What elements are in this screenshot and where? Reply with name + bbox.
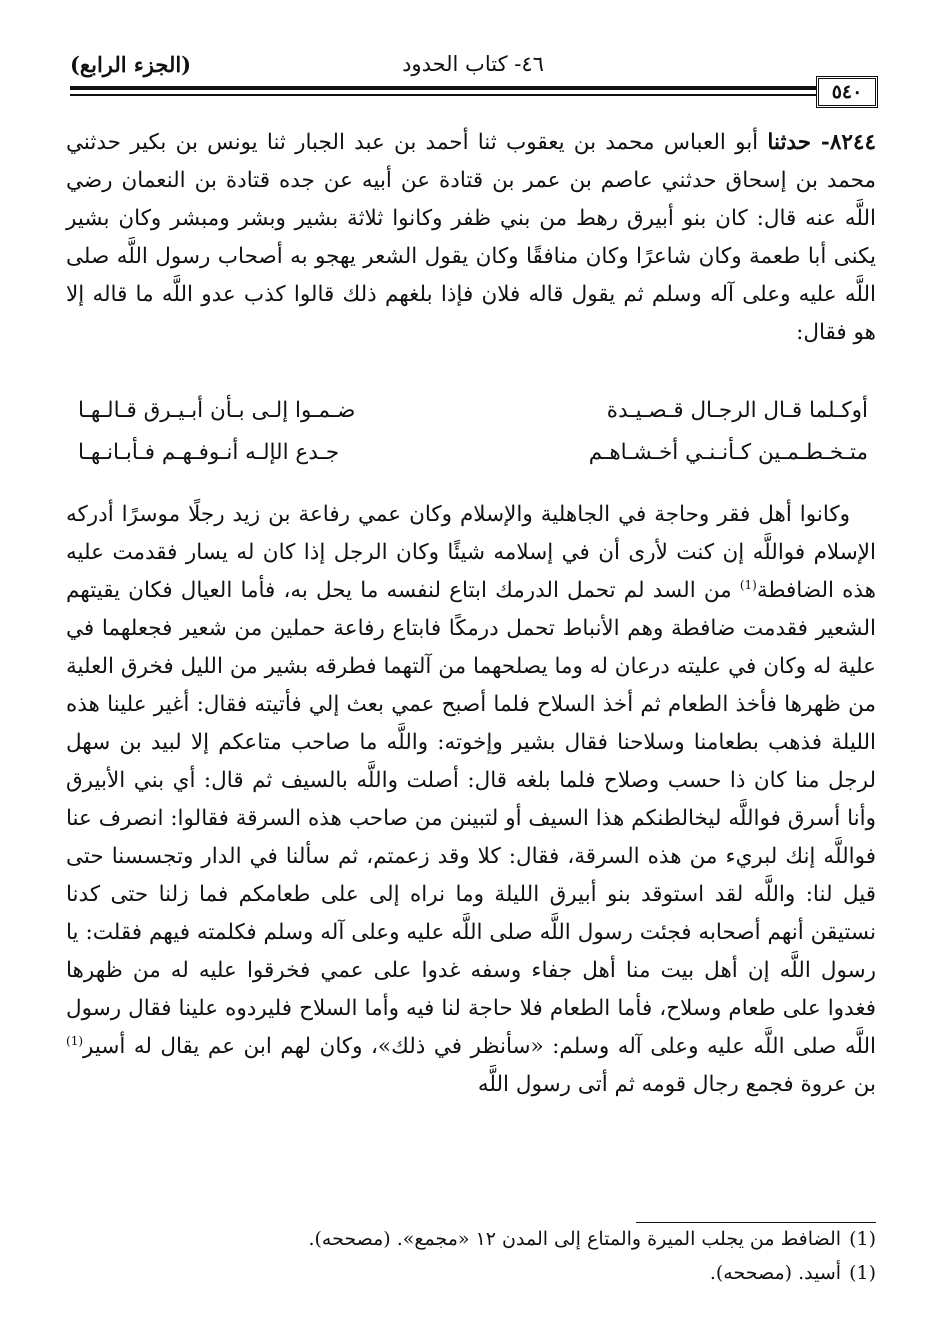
book-title: ٤٦- كتاب الحدود [402, 52, 544, 76]
hadith-text-1: أبو العباس محمد بن يعقوب ثنا أحمد بن عبد الجبار ثنا يونس بن بكير حدثني محمد بن إسحاق حدثني عاصم بن عمر بن قتادة عن أبيه عن جده قتادة بن النعمان رضي اللَّه عنه قال: كان بنو أبيرق رهط من بني ظفر وكانوا ثلاثة بشير وبشر ومبشر وكان بشير يكنى أبا طعمة وكان شاعرًا وكان منافقًا وكان يقول الشعر يهجو به أصحاب رسول اللَّه صلى اللَّه عليه وعلى آله وسلم ثم يقول قاله فلان فإذا بلغهم ذلك قالوا كذب عدو اللَّه ما قاله إلا هو فقال: [66, 130, 876, 345]
hadith-lead: - حدثنا [767, 130, 830, 155]
footnote-2 [200, 1262, 876, 1284]
poem-hemistich-second: ضـمـوا إلـى بـأن أبـيـرق قـالـهـا [78, 398, 356, 423]
hadith-text-2c: بن عروة فجمع رجال قومه ثم أتى رسول اللَّه [477, 1072, 876, 1097]
footnote-ref-2[interactable]: (1) [66, 1033, 84, 1048]
hadith-number: ٨٢٤٤ [829, 130, 877, 155]
hadith-paragraph-1 [66, 124, 876, 352]
page-number: ٥٤٠ [816, 76, 878, 108]
footnote-ref-1[interactable]: (1) [739, 577, 757, 592]
poem-hemistich-first: أوكـلما قـال الرجـال قـصـيـدة [606, 398, 868, 423]
header-rule-thin [70, 94, 816, 96]
footnote-separator [636, 1222, 876, 1223]
footnote-marker: (1) [849, 1228, 876, 1250]
poem-hemistich-second: جـدع الإلـه أنـوفـهـم فـأبـانـهـا [78, 440, 340, 465]
hadith-text-2a: وكانوا أهل فقر وحاجة في الجاهلية والإسلام وكان عمي رفاعة بن زيد رجلًا موسرًا أدركه الإسلام فواللَّه إن كنت لأرى أن في إسلامه شيئًا وكان الرجل إذا كان له يسار فقدمت عليه هذه الضافطة [66, 502, 876, 603]
hadith-text-2b: من السد لم تحمل الدرمك ابتاع لنفسه ما يحل به، فأما العيال فكان يقيتهم الشعير فقدمت ضافطة وهم الأنباط تحمل درمكًا فابتاع رفاعة حملين من شعير فجعلهما في علية له وكان في عليته درعان له وما يصلحهما من آلتهما فطرقه بشير من الليل فخرق العلية من ظهرها فأخذ الطعام ثم أخذ السلاح فلما أصبح عمي بعث إلي فأتيته فقال: أغير علينا هذه الليلة فذهب بطعامنا وسلاحنا فقال بشير وإخوته: واللَّه ما صاحب متاعكم إلا لبيد بن سهل لرجل منا كان ذا حسب وصلاح فلما بلغه قال: أصلت واللَّه بالسيف ثم قال: أي بني الأبيرق وأنا أسرق فواللَّه ليخالطنكم هذا السيف أو لتبينن من صاحب هذه السرقة فقالوا: انصرف عنا فواللَّه إنك لبريء من هذه السرقة، فقال: كلا وقد زعمتم، ثم سألنا في الدار وتجسسنا حتى قيل لنا: واللَّه لقد استوقد بنو أبيرق الليلة وما نراه إلى على طعامكم فما زلنا حتى كدنا نستيقن أنهم أصحابه فجئت رسول اللَّه صلى اللَّه عليه وعلى آله وسلم فكلمته فيهم فقلت: يا رسول اللَّه إن أهل بيت منا أهل جفاء وسفه غدوا على عمي فخرقوا عليه له من ظهرها فغدوا على طعام وسلاح، فأما الطعام فلا حاجة لنا فيه وأما السلاح فليردوه علينا فقال رسول اللَّه صلى اللَّه عليه وعلى آله وسلم: «سأنظر في ذلك»، وكان لهم ابن عم يقال له أسير [66, 578, 876, 1059]
volume-label: (الجزء الرابع) [70, 52, 192, 77]
poem-verse-2 [78, 440, 868, 476]
poem-hemistich-first: متـخـطـمـين كـأنـنـي أخـشـاهـم [588, 440, 868, 465]
footnote-text: أسيد. (مصححه). [709, 1262, 842, 1284]
hadith-paragraph-2 [66, 496, 876, 1104]
running-header [70, 52, 876, 84]
footnote-1 [200, 1228, 876, 1250]
footnote-marker: (1) [849, 1262, 876, 1284]
poem-verse-1 [78, 398, 868, 434]
header-rule-thick [70, 86, 816, 90]
footnote-text: الضافط من يجلب الميرة والمتاع إلى المدن ١٢ «مجمع». (مصححه). [308, 1228, 842, 1250]
